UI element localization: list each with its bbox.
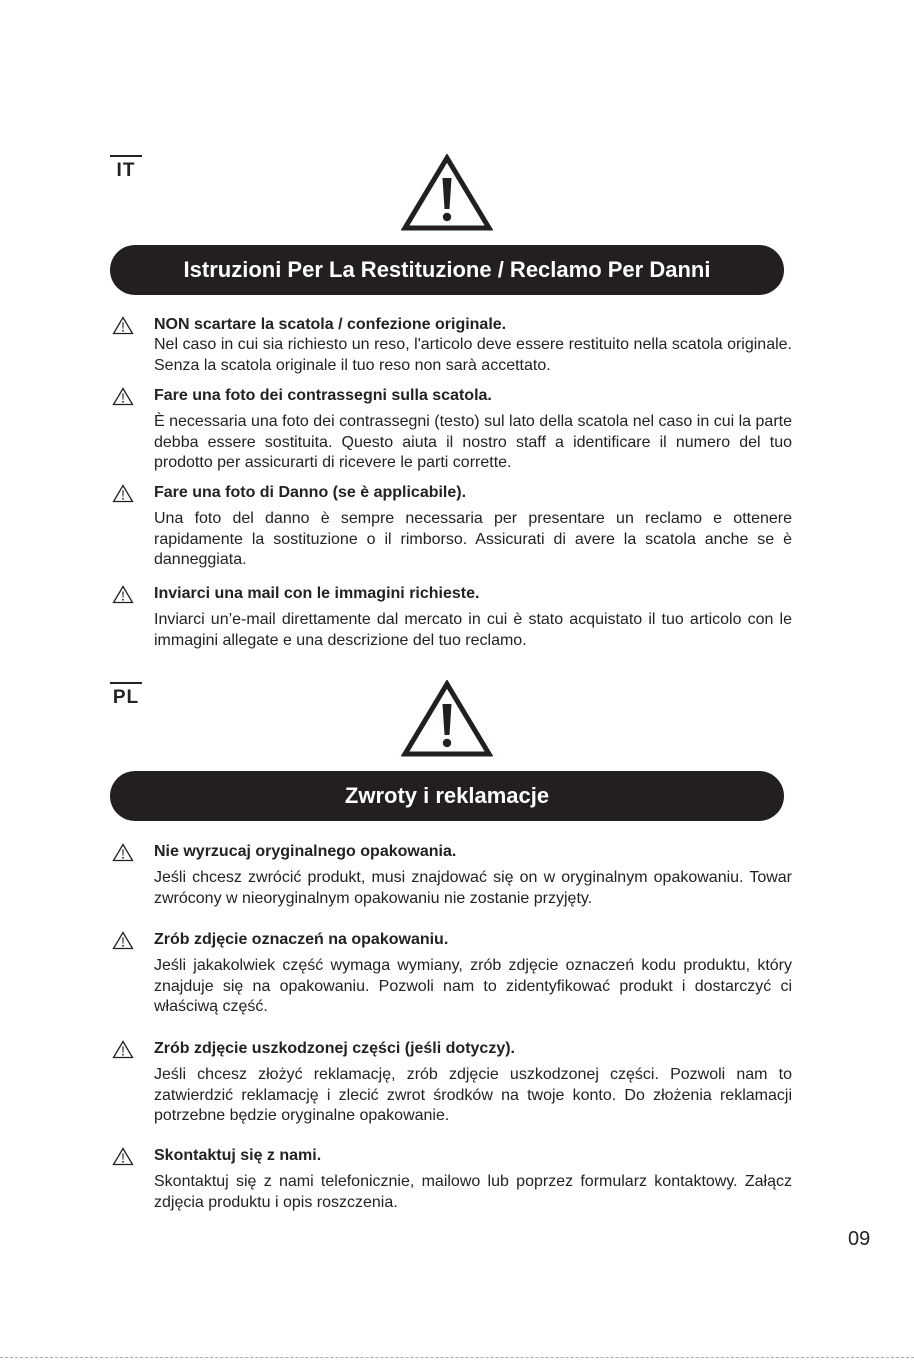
instruction-title: Nie wyrzucaj oryginalnego opakowania. [154,843,457,860]
page-number: 09 [848,1228,871,1250]
instruction-title: Fare una foto di Danno (se è applicabile). [154,484,467,501]
instruction-item-it-2 [112,386,792,474]
warning-triangle-icon [112,931,134,950]
language-tag-it: IT [110,155,142,182]
warning-triangle-icon [112,843,134,862]
language-tag-pl: PL [110,682,142,709]
warning-triangle-icon [401,680,493,758]
instruction-body: È necessaria una foto dei contrassegni (testo) sul lato della scatola nel caso in cui la parte debba essere sostituita. Questo aiuta il nostro staff a identificare il numero del tuo prodotto per assicurarti di ricevere le parti corrette. [154,413,792,471]
instruction-body: Jeśli chcesz złożyć reklamację, zrób zdjęcie uszkodzonej części. Pozwoli nam to zatwierdzić reklamację i zlecić zwrot środków na twoje konto. Do złożenia reklamacji potrzebne będzie oryginalne opakowanie. [154,1066,792,1124]
instruction-body: Skontaktuj się z nami telefonicznie, mailowo lub poprzez formularz kontaktowy. Załącz zdjęcia produktu i opis roszczenia. [154,1173,792,1211]
instruction-item-pl-1 [112,842,792,909]
bottom-divider [0,1357,914,1358]
instruction-item-pl-2 [112,930,792,1018]
instruction-title: Zrób zdjęcie oznaczeń na opakowaniu. [154,931,449,948]
warning-triangle-icon [112,585,134,604]
instruction-body: Jeśli jakakolwiek część wymaga wymiany, zrób zdjęcie oznaczeń kodu produktu, który znajduje się na opakowaniu. Pozwoli nam to zidentyfikować produkt i dostarczyć ci właściwą część. [154,957,792,1015]
warning-triangle-icon [401,154,493,232]
instruction-item-it-1 [112,315,792,376]
instruction-item-pl-3 [112,1039,792,1127]
instruction-item-it-3 [112,483,792,571]
warning-triangle-icon [112,387,134,406]
instruction-body: Inviarci un’e-mail direttamente dal mercato in cui è stato acquistato il tuo articolo con le immagini allegate e una descrizione del tuo reclamo. [154,611,792,649]
instruction-item-it-4 [112,584,792,651]
instruction-title: Fare una foto dei contrassegni sulla scatola. [154,387,492,404]
instruction-body: Jeśli chcesz zwrócić produkt, musi znajdować się on w oryginalnym opakowaniu. Towar zwrócony w nieoryginalnym opakowaniu nie zostanie przyjęty. [154,869,792,907]
warning-triangle-icon [112,1040,134,1059]
instruction-body: Nel caso in cui sia richiesto un reso, l'articolo deve essere restituito nella scatola originale. Senza la scatola originale il tuo reso non sarà accettato. [154,336,792,374]
section-title-pl: Zwroty i reklamacje [110,771,784,821]
instruction-title: NON scartare la scatola / confezione originale. [154,316,507,333]
instruction-title: Zrób zdjęcie uszkodzonej części (jeśli dotyczy). [154,1040,515,1057]
section-title-it: Istruzioni Per La Restituzione / Reclamo Per Danni [110,245,784,295]
instruction-body: Una foto del danno è sempre necessaria per presentare un reclamo e ottenere rapidamente la sostituzione o il rimborso. Assicurati di avere la scatola anche se è danneggiata. [154,510,792,568]
instruction-title: Skontaktuj się z nami. [154,1147,322,1164]
warning-triangle-icon [112,484,134,503]
warning-triangle-icon [112,1147,134,1166]
instruction-title: Inviarci una mail con le immagini richieste. [154,585,480,602]
instruction-item-pl-4 [112,1146,792,1213]
warning-triangle-icon [112,316,134,335]
